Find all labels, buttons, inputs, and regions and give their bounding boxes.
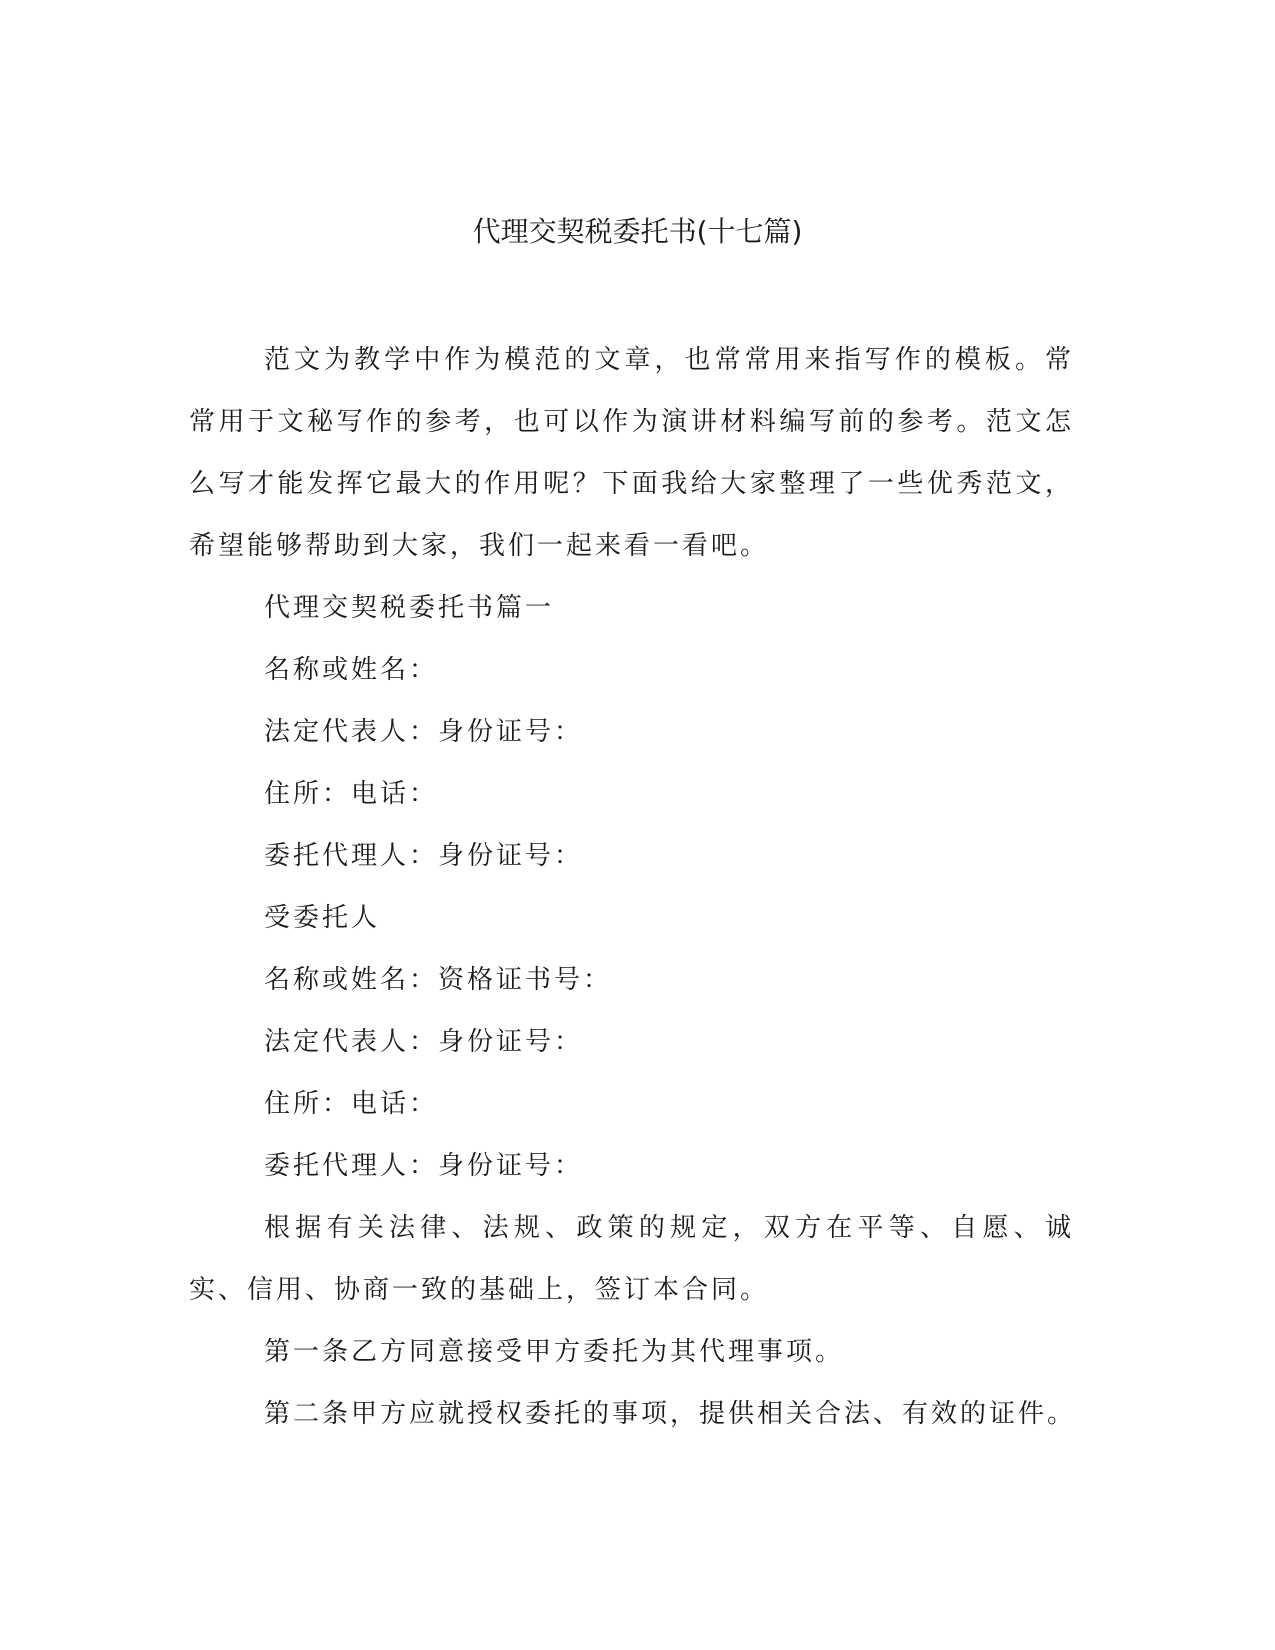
article-one: 第一条乙方同意接受甲方委托为其代理事项。 — [264, 1337, 845, 1367]
article-two: 第二条甲方应就授权委托的事项，提供相关合法、有效的证件。 — [264, 1399, 1077, 1429]
form-line-address: 住所：电话： — [264, 779, 439, 809]
document-body — [189, 329, 1077, 1445]
form-line-legal-rep: 法定代表人：身份证号： — [264, 717, 584, 747]
form-line-trustee-address: 住所：电话： — [264, 1089, 439, 1119]
section-heading: 代理交契税委托书篇一 — [264, 593, 555, 623]
form-line-trustee-agent: 委托代理人：身份证号： — [264, 1151, 584, 1181]
form-line-agent: 委托代理人：身份证号： — [264, 841, 584, 871]
trustee-heading: 受委托人 — [264, 903, 381, 933]
document-title: 代理交契税委托书(十七篇) — [472, 215, 803, 248]
form-line-trustee-legal-rep: 法定代表人：身份证号： — [264, 1027, 584, 1057]
intro-paragraph: 范文为教学中作为模范的文章，也常常用来指写作的模板。常常用于文秘写作的参考，也可以作为演讲材料编写前的参考。范文怎么写才能发挥它最大的作用呢？下面我给大家整理了一些优秀范文，希望能够帮助到大家，我们一起来看一看吧。 — [189, 345, 1074, 561]
agreement-paragraph: 根据有关法律、法规、政策的规定，双方在平等、自愿、诚实、信用、协商一致的基础上，签订本合同。 — [189, 1213, 1074, 1305]
form-line-name: 名称或姓名： — [264, 655, 439, 685]
form-line-trustee-name: 名称或姓名：资格证书号： — [264, 965, 613, 995]
